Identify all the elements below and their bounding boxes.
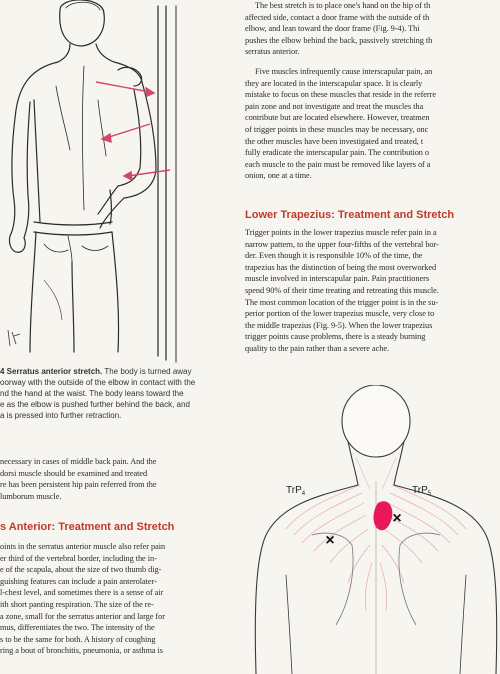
text-line: of trigger points in these muscles may be necessary, onc bbox=[245, 124, 429, 134]
stretch-arrow bbox=[128, 170, 170, 176]
trp4-subscript: 4 bbox=[301, 491, 306, 497]
svg-text:TrP5 bbox=[412, 485, 432, 497]
trouser-outline bbox=[30, 232, 36, 352]
text-line: perior portion of the lower trapezius muscle, very close to bbox=[245, 309, 435, 319]
figure-4-caption bbox=[0, 366, 245, 421]
text-line: l-chest level, and sometimes there is a sense of air bbox=[0, 588, 164, 598]
text-line: affected side, contact a door frame with the outside of th bbox=[245, 12, 430, 22]
text-line: re has been persistent hip pain referred from the bbox=[0, 480, 157, 490]
trp5-label: TrP bbox=[412, 485, 428, 496]
text-line: er third of the vertebral border, including the in- bbox=[0, 553, 157, 563]
right-paragraph-2 bbox=[245, 66, 500, 182]
text-line: necessary in cases of middle back pain. And the bbox=[0, 457, 157, 466]
text-line: s to be the same for both. A history of coughing bbox=[0, 634, 156, 644]
text-line: serratus anterior. bbox=[245, 47, 300, 57]
text-line: guishing features can include a pain anterolater- bbox=[0, 576, 157, 586]
text-line: The best stretch is to place one's hand on the hip of th bbox=[255, 1, 431, 10]
text-line: lumborum muscle. bbox=[0, 491, 62, 501]
text-line: muscle involved in interscapular pain. Pain practitioners bbox=[245, 274, 430, 284]
text-line: ring a bout of bronchitis, pneumonia, or asthma is bbox=[0, 646, 163, 656]
caption-bold: 4 Serratus anterior stretch. bbox=[0, 367, 103, 376]
text-line: narrow pattern, to the upper four-fifths of the vertebral bor- bbox=[245, 239, 439, 249]
right-paragraph-3 bbox=[245, 227, 500, 355]
trigger-point-marker-right: × bbox=[392, 510, 402, 527]
text-line: quality to the pain rather than a severe ache. bbox=[245, 343, 389, 353]
lower-trapezius-heading: Lower Trapezius: Treatment and Stretch bbox=[245, 209, 455, 221]
arrow-head bbox=[146, 88, 154, 96]
trp4-label: TrP bbox=[286, 485, 302, 496]
trp5-subscript: 5 bbox=[427, 491, 432, 497]
text-line: Trigger points in the lower trapezius muscle refer pain in a bbox=[245, 228, 437, 237]
text-line: trapezius has the distinction of being the most overworked bbox=[245, 262, 437, 272]
arrow-head bbox=[102, 134, 111, 142]
left-paragraph-1 bbox=[0, 456, 238, 502]
text-line: a zone, small for the serratus anterior and large for bbox=[0, 611, 165, 621]
head-outline bbox=[342, 385, 410, 457]
text-line: mistake to focus on these muscles that reside in the referre bbox=[245, 90, 436, 100]
right-paragraph-1 bbox=[245, 0, 500, 58]
text-line: pushes the elbow behind the back, passively stretching th bbox=[245, 35, 433, 45]
left-shoulder-outline bbox=[255, 485, 358, 674]
caption-line: a is pressed into further retraction. bbox=[0, 411, 122, 420]
artist-signature bbox=[8, 330, 20, 346]
text-line: dorsi muscle should be examined and treated bbox=[0, 468, 148, 478]
serratus-anterior-heading: s Anterior: Treatment and Stretch bbox=[0, 521, 175, 533]
text-line: der. Even though it is responsible 10% of the time, the bbox=[245, 251, 423, 261]
trigger-point-marker-left: × bbox=[325, 532, 335, 549]
caption-text: The body is turned away bbox=[102, 367, 192, 376]
text-line: pain zone and not investigate and treat the muscles tha bbox=[245, 101, 424, 111]
text-line: Five muscles infrequently cause interscapular pain, an bbox=[255, 67, 433, 76]
left-arm-outline bbox=[10, 62, 58, 236]
text-line: each muscle to the pain must be removed like layers of a bbox=[245, 159, 431, 169]
figure-serratus-stretch bbox=[0, 0, 238, 365]
right-shoulder-outline bbox=[394, 485, 497, 674]
arrow-head bbox=[124, 172, 132, 180]
stretch-arrow bbox=[106, 124, 150, 138]
caption-line: nd the hand at the waist. The body leans toward the bbox=[0, 389, 184, 398]
text-line: the middle trapezius (Fig. 9-5). When the lower trapezius bbox=[245, 320, 433, 330]
caption-line: oorway with the outside of the elbow in contact with the bbox=[0, 378, 196, 387]
text-line: they are located in the interscapular space. It is clearly bbox=[245, 78, 423, 88]
svg-text:TrP4 bbox=[286, 485, 306, 497]
text-line: ith short panting respiration. The size of the re- bbox=[0, 599, 154, 609]
text-line: spend 90% of their time treating and retreating this muscle. bbox=[245, 285, 439, 295]
text-line: fully eradicate the interscapular pain. The contribution o bbox=[245, 148, 430, 158]
left-paragraph-2 bbox=[0, 541, 238, 657]
text-line: The most common location of the trigger point is in the su- bbox=[245, 297, 439, 307]
text-line: trigger points cause problems, there is a steady burning bbox=[245, 332, 426, 342]
text-line: contribute but are located elsewhere. However, treatmen bbox=[245, 113, 430, 123]
caption-line: e as the elbow is pushed further behind the back, and bbox=[0, 400, 190, 409]
text-line: the other muscles have been investigated and treated, t bbox=[245, 136, 424, 146]
hand-on-shoulder bbox=[118, 67, 142, 86]
text-line: onion, one at a time. bbox=[245, 171, 312, 181]
text-line: mus, differentiates the two. The intensity of the bbox=[0, 623, 155, 633]
text-line: elbow, and lean toward the door frame (Fig. 9-4). Thi bbox=[245, 24, 420, 34]
text-line: oints in the serratus anterior muscle also refer pain bbox=[0, 542, 166, 551]
figure-trapezius-trigger-points bbox=[252, 385, 500, 674]
text-line: e of the scapula, about the size of two thumb dig- bbox=[0, 565, 162, 575]
